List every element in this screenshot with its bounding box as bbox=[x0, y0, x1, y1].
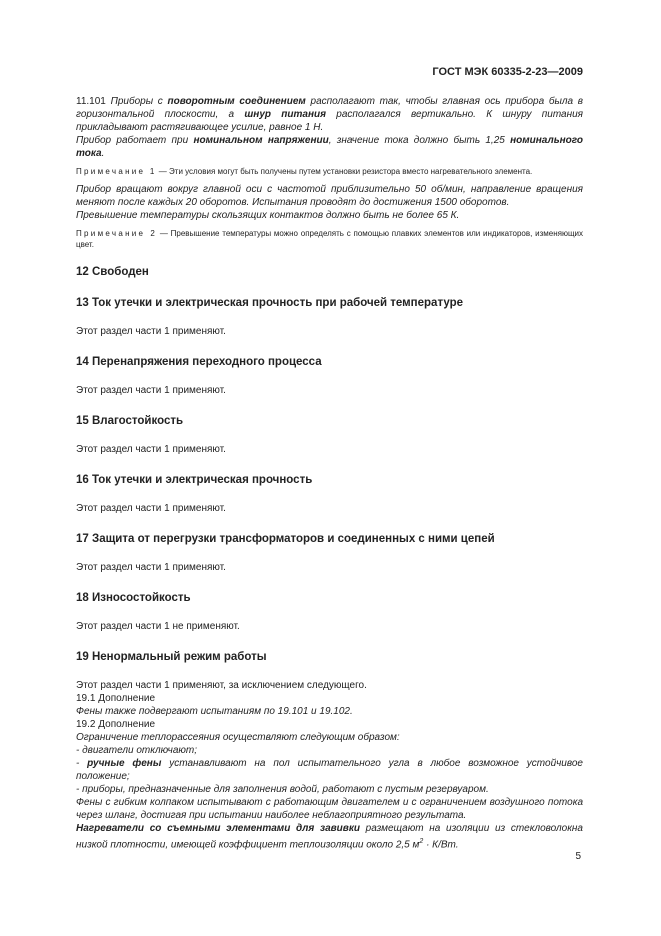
text: устанавливают на пол испытательного угла в любое возможное устойчивое положение; bbox=[76, 758, 583, 782]
note-2 bbox=[76, 228, 583, 250]
clause-19-1-text: Фены также подвергают испытаниям по 19.101 и 19.102. bbox=[76, 706, 353, 717]
text: Приборы с bbox=[110, 96, 168, 107]
paragraph-rated-voltage bbox=[76, 134, 583, 160]
section-13-text: Этот раздел части 1 применяют. bbox=[76, 326, 226, 337]
paragraph-rotation: Прибор вращают вокруг главной оси с частотой приблизительно 50 об/мин, направление вращения меняют после каждых 20 оборотов. Испытания проводят до достижения 1500 оборотов. bbox=[76, 184, 583, 208]
text: располагался вертикально. К шнуру питания прикладывают растягивающее усилие, равное 1 Н. bbox=[76, 109, 583, 133]
term-rated-current: номинального тока bbox=[76, 135, 583, 159]
text: - bbox=[76, 758, 88, 769]
page-content bbox=[76, 95, 583, 851]
section-12-title: 12 Свободен bbox=[76, 266, 149, 278]
section-17-text: Этот раздел части 1 применяют. bbox=[76, 562, 226, 573]
section-19-text: Этот раздел части 1 применяют, за исключением следующего. bbox=[76, 680, 367, 691]
page-header-standard-code: ГОСТ МЭК 60335-2-23—2009 bbox=[432, 66, 583, 78]
text: Прибор работает при bbox=[76, 135, 194, 146]
note-text: — Превышение температуры можно определять с помощью плавких элементов или индикаторов, изменяющих цвет. bbox=[76, 229, 583, 249]
text: , значение тока должно быть 1,25 bbox=[328, 135, 511, 146]
text: . bbox=[101, 148, 105, 159]
section-16-text: Этот раздел части 1 применяют. bbox=[76, 503, 226, 514]
clause-19-2: 19.2 Дополнение bbox=[76, 719, 156, 730]
paragraph-11-101 bbox=[76, 95, 583, 134]
term-curling-heaters: Нагреватели со съемными элементами для завивки bbox=[76, 823, 360, 834]
section-14-text: Этот раздел части 1 применяют. bbox=[76, 385, 226, 396]
section-14-title: 14 Перенапряжения переходного процесса bbox=[76, 356, 322, 368]
clause-19-2-intro: Ограничение теплорассеяния осуществляют следующим образом: bbox=[76, 732, 400, 743]
section-13-title: 13 Ток утечки и электрическая прочность при рабочей температуре bbox=[76, 297, 464, 309]
paragraph-flexible-hood: Фены с гибким колпаком испытывают с работающим двигателем и с ограничением воздушного потока через шланг, достигая при испытании наиболее неблагоприятного результата. bbox=[76, 797, 583, 821]
section-15-title: 15 Влагостойкость bbox=[76, 415, 184, 427]
paragraph-temperature-rise: Превышение температуры скользящих контактов должно быть не более 65 К. bbox=[76, 210, 460, 221]
note-1 bbox=[76, 166, 583, 177]
term-hand-held-dryers: ручные фены bbox=[87, 758, 162, 769]
section-16-title: 16 Ток утечки и электрическая прочность bbox=[76, 474, 313, 486]
paragraph-curling-heaters bbox=[76, 822, 583, 851]
term-rated-voltage: номинальном напряжении bbox=[193, 135, 329, 146]
list-item-water-appliances: - приборы, предназначенные для заполнения водой, работают с пустым резервуаром. bbox=[76, 784, 489, 795]
section-15-text: Этот раздел части 1 применяют. bbox=[76, 444, 226, 455]
section-17-title: 17 Защита от перегрузки трансформаторов и соединенных с ними цепей bbox=[76, 533, 495, 545]
superscript: 2 bbox=[419, 838, 424, 845]
list-item-hand-held-dryers bbox=[76, 757, 583, 783]
clause-19-1: 19.1 Дополнение bbox=[76, 693, 156, 704]
page-number: 5 bbox=[575, 851, 581, 862]
note-label: Примечание 2 bbox=[76, 229, 158, 238]
note-text: — Эти условия могут быть получены путем установки резистора вместо нагревательного элемента. bbox=[156, 167, 533, 176]
section-18-text: Этот раздел части 1 не применяют. bbox=[76, 621, 240, 632]
term-supply-cord: шнур питания bbox=[244, 109, 327, 120]
text: · К/Вт. bbox=[423, 839, 459, 851]
note-label: Примечание 1 bbox=[76, 167, 157, 176]
text: размещают на изоляции из стекловолокна низкой плотности, имеющей коэффициент теплоизоляции около 2,5 м bbox=[76, 823, 583, 851]
term-rotating-joint: поворотным соединением bbox=[167, 96, 306, 107]
list-item-motors: - двигатели отключают; bbox=[76, 745, 198, 756]
section-18-title: 18 Износостойкость bbox=[76, 592, 191, 604]
clause-number: 11.101 bbox=[76, 96, 111, 107]
text: располагают так, чтобы главная ось прибора была в горизонтальной плоскости, а bbox=[76, 96, 583, 120]
section-19-title: 19 Ненормальный режим работы bbox=[76, 651, 267, 663]
